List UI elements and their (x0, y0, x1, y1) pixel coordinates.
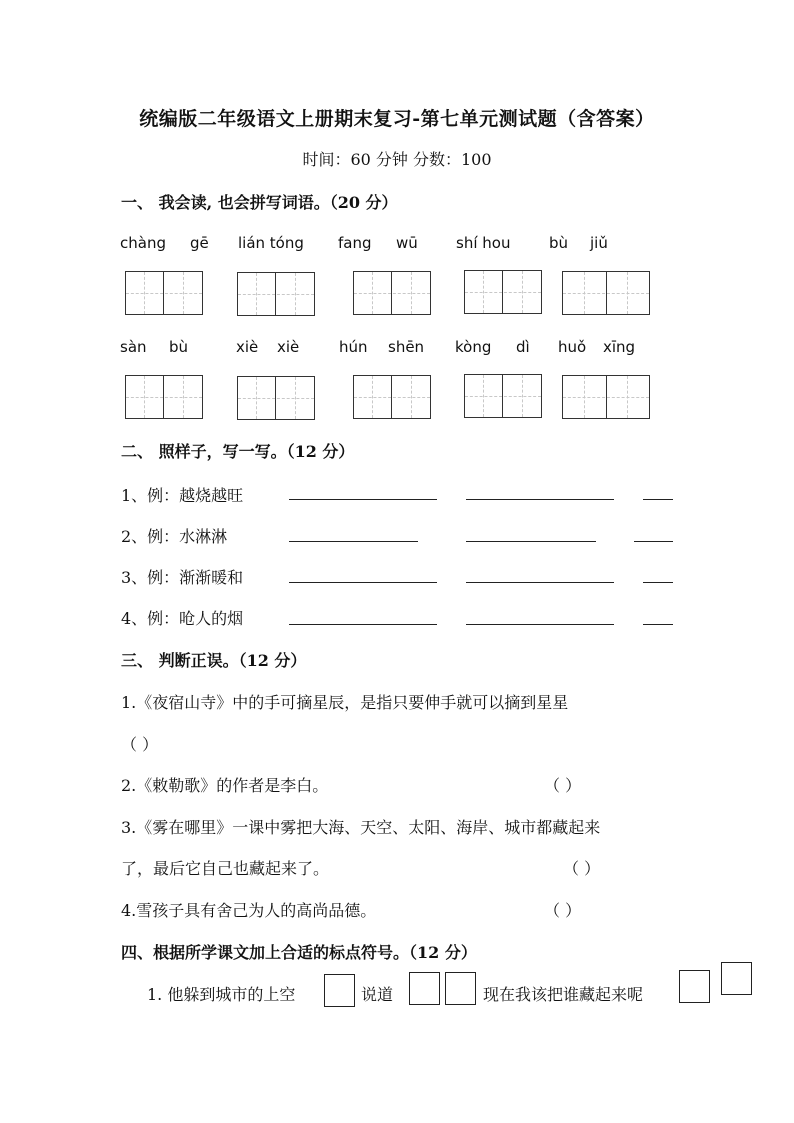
answer-blank[interactable] (643, 582, 673, 583)
exam-info: 时间：60 分钟 分数：100 (302, 150, 492, 169)
example-item-1: 1、例：越烧越旺 (121, 486, 244, 505)
writing-box[interactable] (237, 376, 315, 420)
answer-blank[interactable] (466, 541, 596, 542)
writing-box[interactable] (562, 271, 650, 315)
pinyin-2-5a: huǒ (558, 338, 587, 356)
pinyin-2-4a: kòng (455, 338, 492, 356)
pinyin-1-3a: fang (338, 234, 372, 252)
writing-box[interactable] (353, 271, 431, 315)
page-title: 统编版二年级语文上册期末复习-第七单元测试题（含答案） (139, 108, 655, 130)
punctuation-q1-part2: 说道 (361, 985, 394, 1004)
pinyin-1-3b: wū (396, 234, 418, 252)
answer-paren-q3[interactable]: （ ） (563, 859, 601, 878)
punctuation-q1-part1: 1. 他躲到城市的上空 (147, 985, 296, 1004)
answer-blank[interactable] (643, 499, 673, 500)
example-item-3: 3、例：渐渐暖和 (121, 568, 244, 587)
pinyin-1-1b: gē (190, 234, 209, 252)
writing-box[interactable] (125, 375, 203, 419)
pinyin-2-3b: shēn (388, 338, 425, 356)
pinyin-2-1b: bù (169, 338, 189, 356)
writing-box[interactable] (562, 375, 650, 419)
answer-blank[interactable] (289, 582, 437, 583)
writing-box[interactable] (464, 374, 542, 418)
pinyin-2-5b: xīng (603, 338, 636, 356)
judgment-q4: 4.雪孩子具有舍己为人的高尚品德。 (121, 901, 377, 920)
answer-blank[interactable] (289, 624, 437, 625)
example-item-4: 4、例：呛人的烟 (121, 609, 244, 628)
pinyin-2-3a: hún (339, 338, 368, 356)
pinyin-1-5b: jiǔ (590, 234, 608, 252)
answer-paren-q2[interactable]: （ ） (544, 776, 582, 795)
answer-paren-q4[interactable]: （ ） (544, 901, 582, 920)
punctuation-box[interactable] (445, 972, 476, 1005)
example-item-2: 2、例：水淋淋 (121, 527, 228, 546)
pinyin-2-1a: sàn (120, 338, 147, 356)
section3-heading: 三、 判断正误。（12 分） (121, 651, 307, 670)
pinyin-1-4a: shí hou (456, 234, 511, 252)
answer-blank[interactable] (466, 582, 614, 583)
punctuation-box[interactable] (679, 970, 710, 1003)
writing-box[interactable] (125, 271, 203, 315)
answer-paren-q1[interactable]: （ ） (121, 735, 159, 754)
answer-blank[interactable] (466, 624, 614, 625)
judgment-q3-line1: 3.《雾在哪里》一课中雾把大海、天空、太阳、海岸、城市都藏起来 (121, 818, 601, 837)
answer-blank[interactable] (466, 499, 614, 500)
answer-blank[interactable] (643, 624, 673, 625)
writing-box[interactable] (464, 270, 542, 314)
section4-heading: 四、根据所学课文加上合适的标点符号。（12 分） (121, 943, 477, 962)
answer-blank[interactable] (289, 499, 437, 500)
judgment-q3-line2: 了，最后它自己也藏起来了。 (121, 859, 330, 878)
writing-box[interactable] (353, 375, 431, 419)
pinyin-1-2a: lián tóng (238, 234, 304, 252)
punctuation-q1-part3: 现在我该把谁藏起来呢 (483, 985, 644, 1004)
judgment-q1: 1.《夜宿山寺》中的手可摘星辰，是指只要伸手就可以摘到星星 (121, 693, 569, 712)
punctuation-box[interactable] (409, 972, 440, 1005)
writing-box[interactable] (237, 272, 315, 316)
answer-blank[interactable] (634, 541, 673, 542)
pinyin-1-1a: chàng (120, 234, 166, 252)
punctuation-box[interactable] (721, 962, 752, 995)
pinyin-1-5a: bù (549, 234, 569, 252)
answer-blank[interactable] (289, 541, 418, 542)
judgment-q2: 2.《敕勒歌》的作者是李白。 (121, 776, 329, 795)
pinyin-2-2a: xiè (236, 338, 259, 356)
punctuation-box[interactable] (324, 974, 355, 1007)
pinyin-2-2b: xiè (277, 338, 300, 356)
pinyin-2-4b: dì (516, 338, 530, 356)
section1-heading: 一、 我会读, 也会拼写词语。（20 分） (121, 193, 398, 212)
section2-heading: 二、 照样子，写一写。（12 分） (121, 442, 355, 461)
